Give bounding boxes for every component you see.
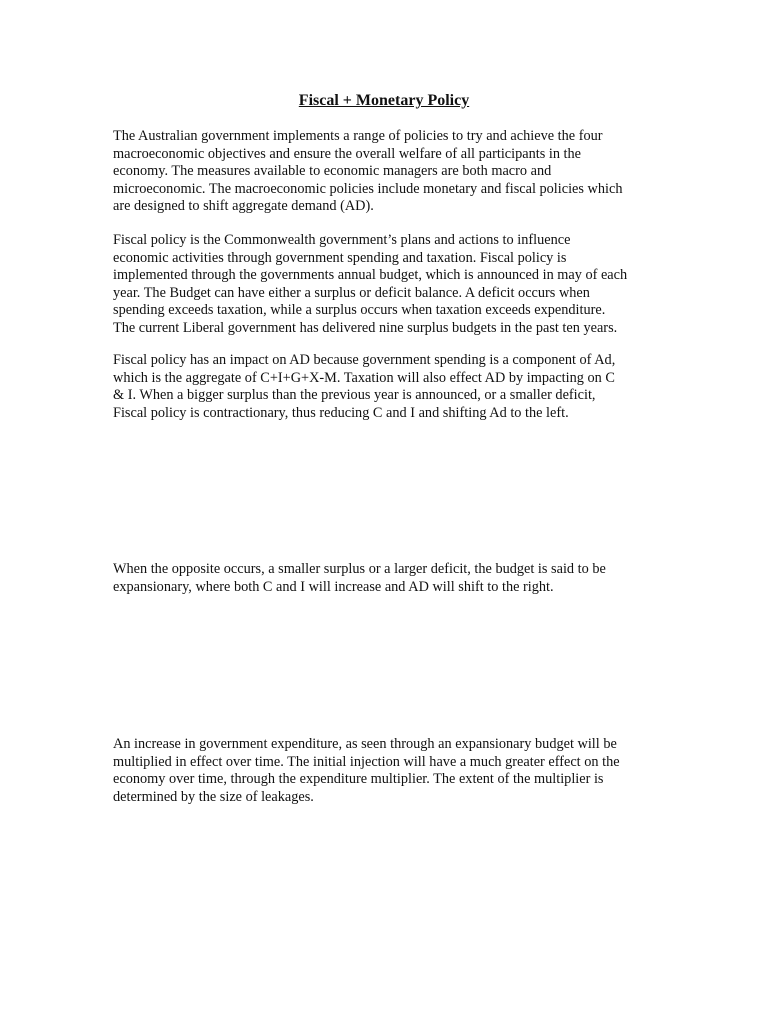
paragraph-fiscal-impact <box>113 352 658 422</box>
text-line: microeconomic. The macroeconomic policies include monetary and fiscal policies which <box>113 180 623 197</box>
text-line: Fiscal policy is the Commonwealth government’s plans and actions to influence <box>113 232 571 248</box>
paragraph-multiplier <box>113 736 658 806</box>
text-line: economic activities through government spending and taxation. Fiscal policy is <box>113 249 567 266</box>
text-line: economy over time, through the expenditure multiplier. The extent of the multiplier is <box>113 771 604 788</box>
paragraph-expansionary <box>113 561 658 596</box>
text-line: When the opposite occurs, a smaller surplus or a larger deficit, the budget is said to be <box>113 561 606 577</box>
text-line: spending exceeds taxation, while a surplus occurs when taxation exceeds expenditure. <box>113 302 606 319</box>
text-line: & I. When a bigger surplus than the previous year is announced, or a smaller deficit, <box>113 387 596 404</box>
text-line: implemented through the governments annual budget, which is announced in may of each <box>113 267 628 284</box>
paragraph-fiscal-definition <box>113 232 658 338</box>
text-line: Fiscal policy is contractionary, thus reducing C and I and shifting Ad to the left. <box>113 404 569 421</box>
text-line: multiplied in effect over time. The initial injection will have a much greater effect on the <box>113 753 620 770</box>
document-title: Fiscal + Monetary Policy <box>298 92 470 109</box>
text-line: year. The Budget can have either a surplus or deficit balance. A deficit occurs when <box>113 284 590 301</box>
text-line: Fiscal policy has an impact on AD because government spending is a component of Ad, <box>113 352 616 368</box>
text-line: macroeconomic objectives and ensure the overall welfare of all participants in the <box>113 145 582 162</box>
text-line: The current Liberal government has delivered nine surplus budgets in the past ten years. <box>113 319 618 336</box>
text-line: An increase in government expenditure, as seen through an expansionary budget will be <box>113 736 617 752</box>
text-line: expansionary, where both C and I will increase and AD will shift to the right. <box>113 578 554 595</box>
text-line: economy. The measures available to economic managers are both macro and <box>113 163 552 180</box>
text-line: determined by the size of leakages. <box>113 788 314 805</box>
text-line: which is the aggregate of C+I+G+X-M. Taxation will also effect AD by impacting on C <box>113 369 615 386</box>
text-line: The Australian government implements a range of policies to try and achieve the four <box>113 128 603 144</box>
text-line: are designed to shift aggregate demand (AD). <box>113 198 374 215</box>
paragraph-intro <box>113 128 658 216</box>
